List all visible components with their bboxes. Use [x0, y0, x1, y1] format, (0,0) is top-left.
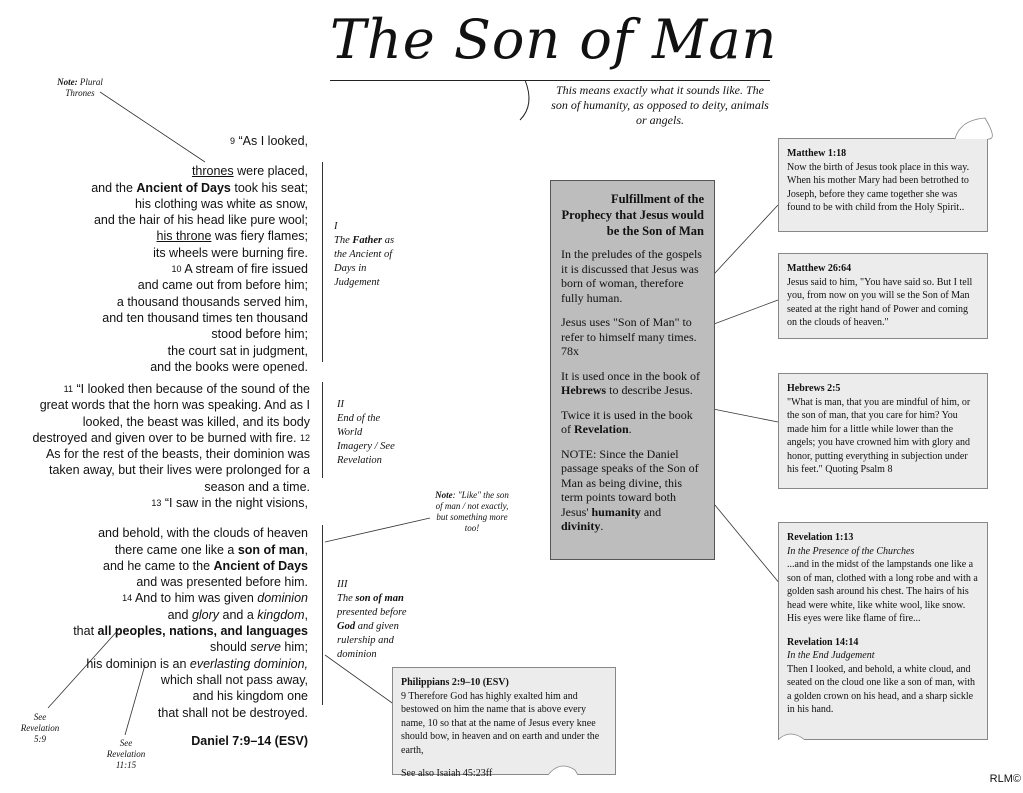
daniel-stanza-2: 11 “I looked then because of the sound of the great words that the horn was speaking. And as I looked, the beast was killed, and its body destroyed and given over to be burned with fire. 12 As for the rest of the beasts, their dominion was taken away, but their lives were prolonged for a season and a time.: [32, 382, 310, 494]
page-title: The Son of Man: [330, 8, 778, 71]
section-note-3: III The son of man presented before God and given rulership and dominion: [337, 579, 407, 660]
box-philippians: Philippians 2:9–10 (ESV) 9 Therefore God has highly exalted him and bestowed on him the name that is above every name, 10 so that at the name of Jesus every knee should bow, in heaven and on earth and under the earth, See also Isaiah 45:23ff: [392, 667, 616, 775]
fulfillment-box: Fulfillment of the Prophecy that Jesus would be the Son of Man In the preludes of the gospels it is discussed that Jesus was born of woman, therefore fully human. Jesus uses "Son of Man" to refer to himself many times. 78x It is used once in the book of Hebrews to describe Jesus. Twice it is used in the book of Revelation. NOTE: Since the Daniel passage speaks of the Son of Man as being divine, this term points toward both Jesus' humanity and divinity.: [550, 180, 715, 560]
box-matthew-1-18: Matthew 1:18 Now the birth of Jesus took place in this way. When his mother Mary had been betrothed to Joseph, before they came together she was found to be with child from the Holy Spirit..: [778, 138, 988, 232]
section-note-2: II End of the World Imagery / See Revelation: [337, 399, 395, 466]
box-revelation: Revelation 1:13 In the Presence of the Churches ...and in the midst of the lampstands one like a son of man, clothed with a long robe and with a golden sash around his chest. The hairs of his head were white, like white wool, like snow. His eyes were like flame of fire... Revelation 14:14 In the End Judgement Then I looked, and behold, a white cloud, and seated on the cloud one like a son of man, with a golden crown on his head, and a sharp sickle in his hand.: [778, 522, 988, 740]
daniel-reference: Daniel 7:9–14 (ESV): [191, 733, 308, 748]
note-see-revelation-11-15: See Revelation 11:15: [106, 738, 146, 770]
note-see-revelation-5-9: See Revelation 5:9: [20, 712, 60, 744]
daniel-stanza-1: 9 “As I looked, thrones were placed, and the Ancient of Days took his seat; his clothing was white as snow, and the hair of his head like pure wool; his throne was fiery flames; its wheels were burning fire. 10 A stream of fire issued and came out from before him; a thousand thousands served him, and ten thousand times ten thousand stood before him; the court sat in judgment, and the books were opened.: [91, 134, 308, 374]
page-subtitle: This means exactly what it sounds like. The son of humanity, as opposed to deity, animals or angels.: [551, 83, 769, 127]
note-plural-thrones: Note: Plural Thrones: [57, 77, 103, 98]
footer-initials: RLM©: [989, 773, 1021, 785]
box-hebrews-2-5: Hebrews 2:5 "What is man, that you are mindful of him, or the son of man, that you care for him? You made him for a little while lower than the angels; you have crowned him with glory and honor, putting everything in subjection under his feet." Quoting Psalm 8: [778, 373, 988, 489]
daniel-stanza-3: 13 “I saw in the night visions, and behold, with the clouds of heaven there came one like a son of man, and he came to the Ancient of Days and was presented before him. 14 And to him was given dominion and glory and a kingdom, that all peoples, nations, and languages should serve him; his dominion is an everlasting dominion, which shall not pass away, and his kingdom one that shall not be destroyed. Daniel 7:9–14 (ESV): [60, 495, 308, 749]
note-like-son-of-man: Note: "Like" the son of man / not exactly, but something more too!: [435, 490, 509, 533]
box-matthew-26-64: Matthew 26:64 Jesus said to him, "You have said so. But I tell you, from now on you will se the Son of Man seated at the right hand of Power and coming on the clouds of heaven.": [778, 253, 988, 339]
section-note-1: I The Father as the Ancient of Days in Judgement: [334, 221, 395, 288]
fulfillment-heading: Fulfillment of the Prophecy that Jesus would be the Son of Man: [561, 192, 704, 238]
